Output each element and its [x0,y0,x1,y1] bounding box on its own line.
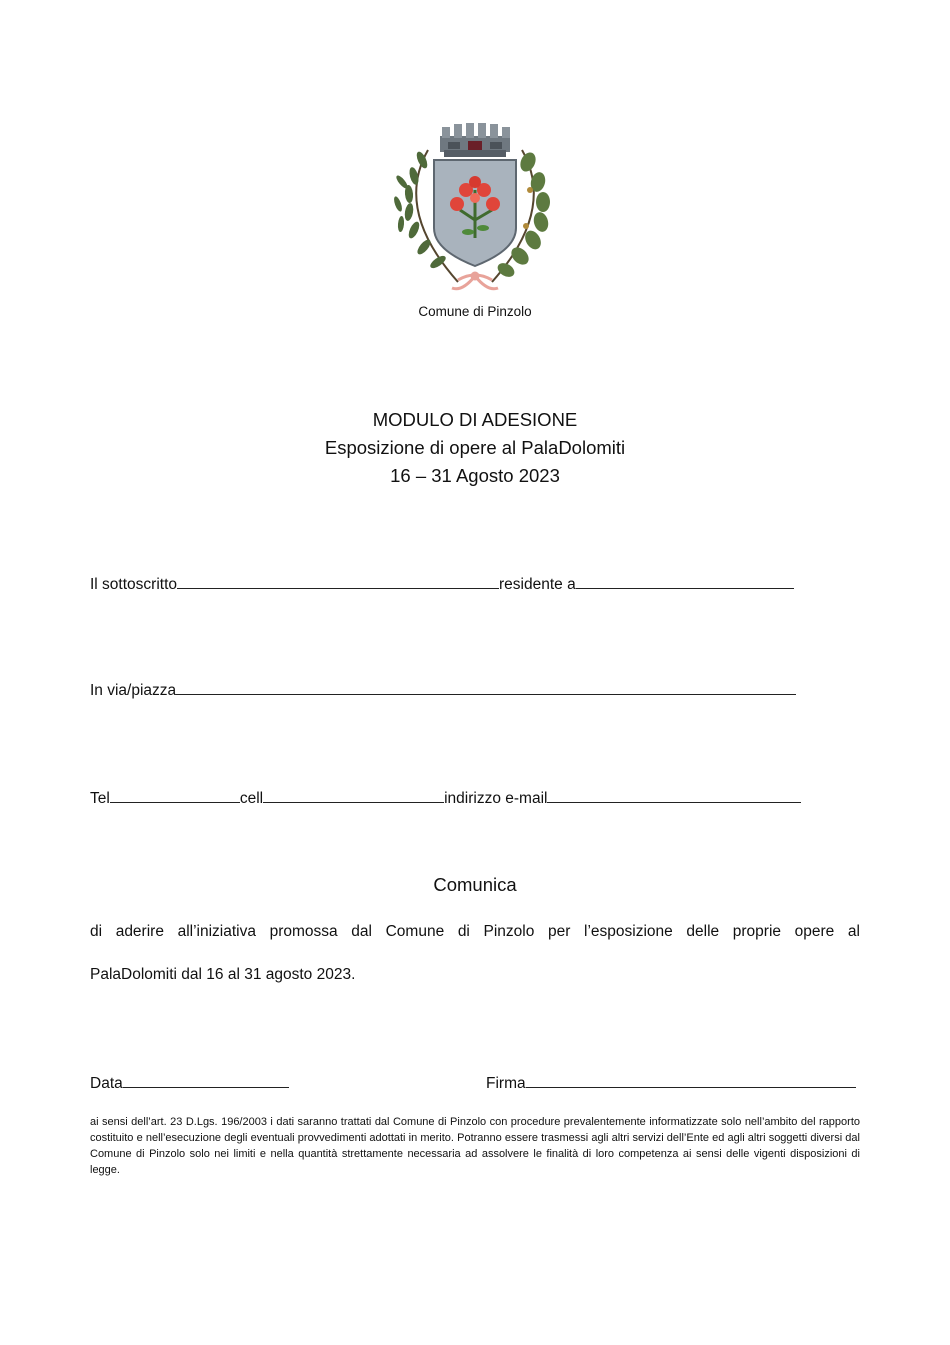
via-field[interactable] [176,680,796,695]
ribbon-icon [452,273,498,289]
tel-label: Tel [90,790,110,807]
comunica-text-line2: PalaDolomiti dal 16 al 31 agosto 2023. [90,966,356,983]
tel-field[interactable] [110,788,240,803]
firma-label: Firma [486,1075,526,1092]
sottoscritto-field[interactable] [177,574,499,589]
row-data [90,1073,289,1094]
data-label: Data [90,1075,123,1092]
row-sottoscritto [90,574,794,595]
row-contacts [90,788,801,809]
municipality-caption: Comune di Pinzolo [418,304,532,319]
cell-field[interactable] [263,788,444,803]
row-firma [486,1073,856,1094]
firma-field[interactable] [526,1073,856,1088]
via-label: In via/piazza [90,682,177,699]
email-field[interactable] [547,788,801,803]
cell-label: cell [239,790,264,807]
privacy-note: ai sensi dell’art. 23 D.Lgs. 196/2003 i dati saranno trattati dal Comune di Pinzolo con procedure prevalentemente informatizzate solo nell’ambito del rapporto costituito e nell’esecuzione degli eventuali provvedimenti adottati in merito. Potranno essere trasmessi agli altri servizi dell’Ente ed agli altri soggetti diversi dal Comune di Pinzolo solo nei limiti e nella quantità strettamente necessaria ad assolvere le finalità di loro competenza ai sensi delle vigenti disposizioni di legge. [90,1116,860,1176]
residente-field[interactable] [576,574,794,589]
row-via [90,680,796,701]
comunica-text-line1: di aderire all’iniziativa promossa dal Comune di Pinzolo per l’esposizione delle proprie opere al [90,923,860,940]
form-subtitle: Esposizione di opere al PalaDolomiti [324,437,626,458]
sottoscritto-label: Il sottoscritto [90,576,177,593]
event-dates: 16 – 31 Agosto 2023 [390,465,560,486]
comunica-heading: Comunica [433,874,517,895]
data-field[interactable] [123,1073,289,1088]
crown-icon [440,123,510,157]
residente-label: residente a [499,576,576,593]
coat-of-arms-icon [388,120,562,296]
email-label: indirizzo e-mail [444,790,548,807]
form-title: MODULO DI ADESIONE [372,409,578,430]
